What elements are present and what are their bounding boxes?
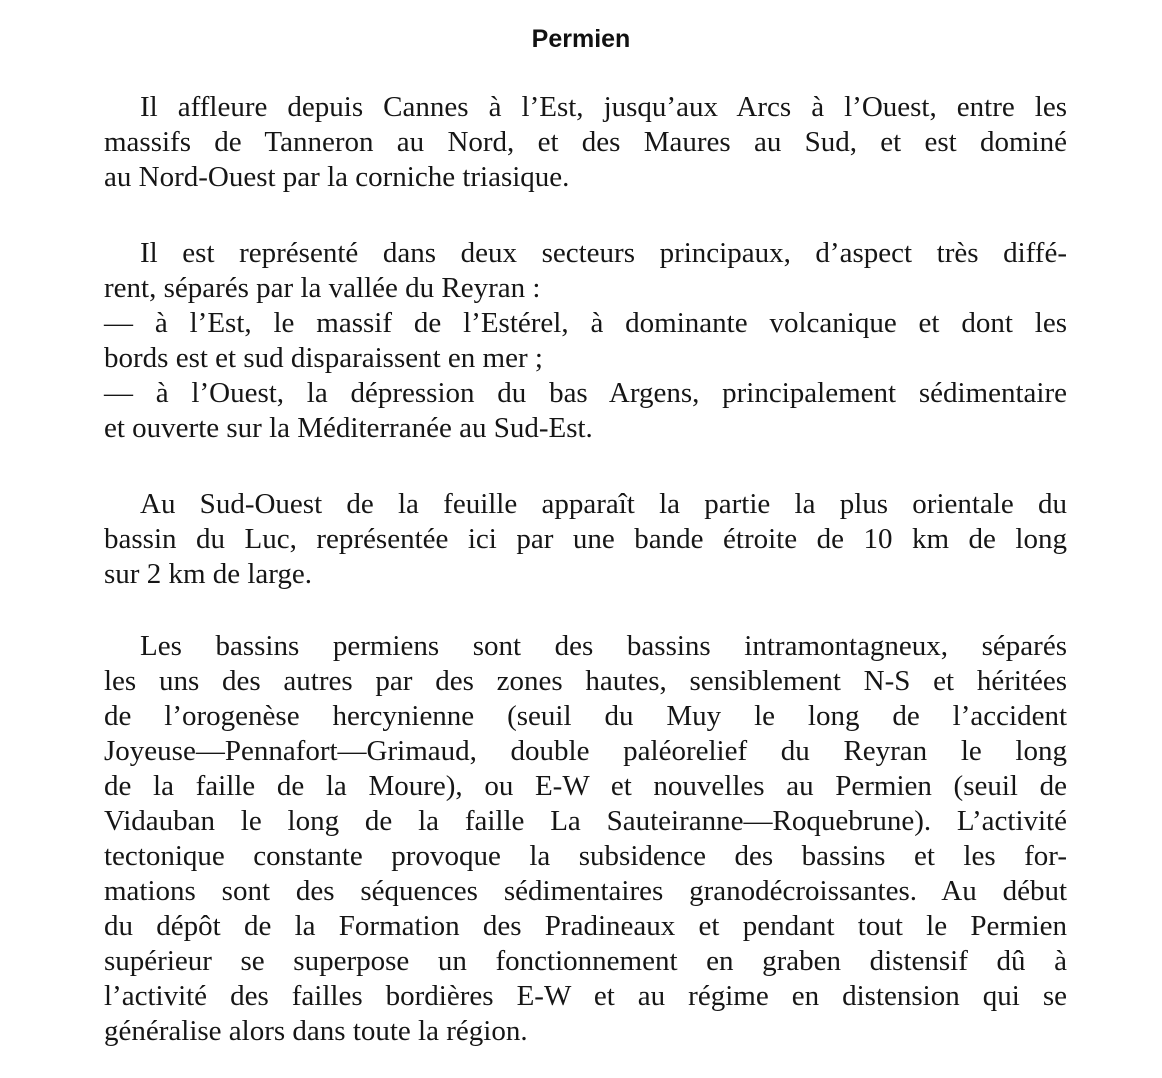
paragraph-1: [104, 90, 1067, 195]
text-line: de l’orogenèse hercynienne (seuil du Muy le long de l’accident: [104, 700, 1067, 732]
text-line: généralise alors dans toute la région.: [104, 1015, 528, 1047]
text-line: Au Sud-Ouest de la feuille apparaît la partie la plus orientale du: [140, 488, 1067, 520]
text-line: sur 2 km de large.: [104, 558, 313, 590]
list-item-line: — à l’Ouest, la dépression du bas Argens, principalement sédimentaire: [104, 377, 1067, 409]
paragraph-4: [104, 629, 1067, 1049]
text-line: Joyeuse—Pennafort—Grimaud, double paléorelief du Reyran le long: [104, 735, 1067, 767]
text-line: du dépôt de la Formation des Pradineaux et pendant tout le Permien: [104, 910, 1067, 942]
text-line: l’activité des failles bordières E-W et au régime en distension qui se: [104, 980, 1067, 1012]
text-line: bassin du Luc, représentée ici par une bande étroite de 10 km de long: [104, 523, 1067, 555]
text-line: massifs de Tanneron au Nord, et des Maures au Sud, et est dominé: [104, 126, 1067, 158]
text-line: Vidauban le long de la faille La Sauteiranne—Roquebrune). L’activité: [104, 805, 1067, 837]
text-line: supérieur se superpose un fonctionnement en graben distensif dû à: [104, 945, 1067, 977]
text-line: rent, séparés par la vallée du Reyran :: [104, 272, 541, 304]
text-line: Il affleure depuis Cannes à l’Est, jusqu’aux Arcs à l’Ouest, entre les: [140, 91, 1067, 123]
section-title: Permien: [531, 25, 631, 53]
text-line: de la faille de la Moure), ou E-W et nouvelles au Permien (seuil de: [104, 770, 1067, 802]
paragraph-2: [104, 236, 1067, 446]
text-line: Il est représenté dans deux secteurs principaux, d’aspect très diffé-: [140, 237, 1067, 269]
text-line: tectonique constante provoque la subsidence des bassins et les for-: [104, 840, 1067, 872]
list-item-line: et ouverte sur la Méditerranée au Sud-Est.: [104, 412, 593, 444]
text-line: au Nord-Ouest par la corniche triasique.: [104, 161, 570, 193]
text-line: mations sont des séquences sédimentaires granodécroissantes. Au début: [104, 875, 1067, 907]
list-item-line: bords est et sud disparaissent en mer ;: [104, 342, 543, 374]
text-line: les uns des autres par des zones hautes, sensiblement N-S et héritées: [104, 665, 1067, 697]
list-item-line: — à l’Est, le massif de l’Estérel, à dominante volcanique et dont les: [104, 307, 1067, 339]
paragraph-3: [104, 487, 1067, 592]
text-line: Les bassins permiens sont des bassins intramontagneux, séparés: [140, 630, 1067, 662]
